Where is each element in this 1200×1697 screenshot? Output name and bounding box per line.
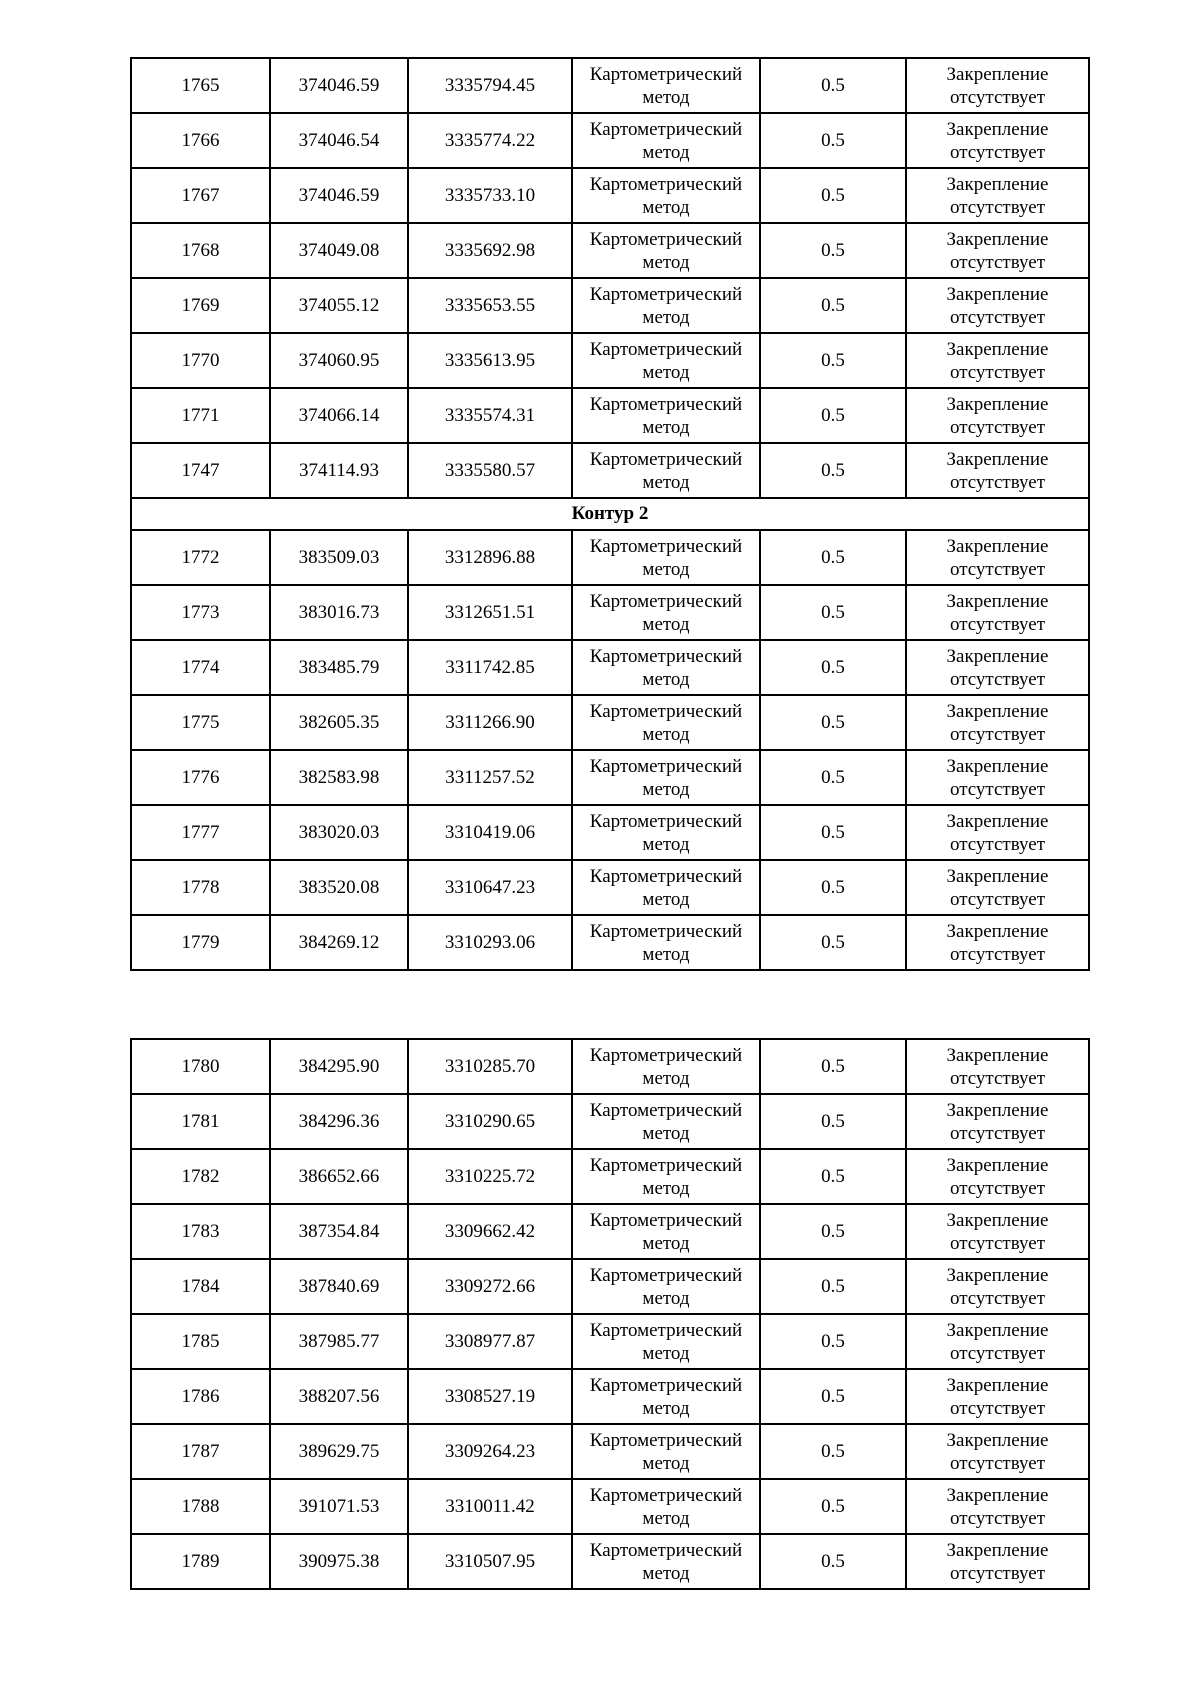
method-text-line: метод [642, 943, 690, 965]
method-text-line: метод [642, 613, 690, 635]
fixing-text-line: Закрепление [946, 535, 1049, 557]
x-coordinate-cell: 384269.12 [270, 915, 408, 970]
point-number-cell: 1771 [131, 388, 270, 443]
x-coordinate-cell: 383485.79 [270, 640, 408, 695]
method-text-line: Картометрический [589, 1099, 743, 1121]
fixing-cell [906, 805, 1089, 860]
x-coordinate-cell: 384295.90 [270, 1039, 408, 1094]
y-coordinate-cell: 3335580.57 [408, 443, 572, 498]
method-cell [572, 1479, 760, 1534]
point-number-cell: 1785 [131, 1314, 270, 1369]
method-cell [572, 860, 760, 915]
fixing-text-line: отсутствует [949, 306, 1046, 328]
method-text-line: метод [642, 1287, 690, 1309]
method-text-line: Картометрический [589, 920, 743, 942]
x-coordinate-cell: 389629.75 [270, 1424, 408, 1479]
accuracy-cell: 0.5 [760, 1039, 906, 1094]
fixing-cell [906, 1534, 1089, 1589]
x-coordinate-cell: 374046.54 [270, 113, 408, 168]
accuracy-cell: 0.5 [760, 113, 906, 168]
point-number-cell: 1789 [131, 1534, 270, 1589]
fixing-text-line: Закрепление [946, 393, 1049, 415]
table-row [131, 1039, 1089, 1094]
accuracy-cell: 0.5 [760, 1094, 906, 1149]
fixing-text-line: Закрепление [946, 645, 1049, 667]
method-cell [572, 585, 760, 640]
fixing-cell [906, 1314, 1089, 1369]
y-coordinate-cell: 3335774.22 [408, 113, 572, 168]
table-row [131, 278, 1089, 333]
table-row [131, 1204, 1089, 1259]
table-row [131, 805, 1089, 860]
y-coordinate-cell: 3335653.55 [408, 278, 572, 333]
fixing-cell [906, 1149, 1089, 1204]
x-coordinate-cell: 374055.12 [270, 278, 408, 333]
method-text-line: Картометрический [589, 283, 743, 305]
fixing-cell [906, 750, 1089, 805]
fixing-cell [906, 1259, 1089, 1314]
table-row [131, 640, 1089, 695]
fixing-cell [906, 1424, 1089, 1479]
method-text-line: Картометрический [589, 1539, 743, 1561]
section-title: Контур 2 [131, 498, 1089, 530]
table-row [131, 695, 1089, 750]
accuracy-cell: 0.5 [760, 168, 906, 223]
accuracy-cell: 0.5 [760, 530, 906, 585]
table-row [131, 1149, 1089, 1204]
point-number-cell: 1780 [131, 1039, 270, 1094]
method-text-line: Картометрический [589, 63, 743, 85]
method-cell [572, 1369, 760, 1424]
method-text-line: Картометрический [589, 810, 743, 832]
x-coordinate-cell: 374066.14 [270, 388, 408, 443]
table-row [131, 1479, 1089, 1534]
fixing-cell [906, 1094, 1089, 1149]
accuracy-cell: 0.5 [760, 1314, 906, 1369]
table-row [131, 1424, 1089, 1479]
method-cell [572, 805, 760, 860]
point-number-cell: 1772 [131, 530, 270, 585]
table-row [131, 1259, 1089, 1314]
x-coordinate-cell: 374046.59 [270, 58, 408, 113]
y-coordinate-cell: 3309662.42 [408, 1204, 572, 1259]
fixing-cell [906, 1369, 1089, 1424]
fixing-cell [906, 530, 1089, 585]
method-text-line: метод [642, 306, 690, 328]
point-number-cell: 1784 [131, 1259, 270, 1314]
method-text-line: метод [642, 1397, 690, 1419]
y-coordinate-cell: 3309272.66 [408, 1259, 572, 1314]
fixing-text-line: отсутствует [949, 1177, 1046, 1199]
method-cell [572, 1314, 760, 1369]
point-number-cell: 1765 [131, 58, 270, 113]
fixing-text-line: отсутствует [949, 613, 1046, 635]
method-text-line: Картометрический [589, 338, 743, 360]
coordinates-table-body [131, 1039, 1089, 1589]
fixing-cell [906, 58, 1089, 113]
method-text-line: Картометрический [589, 173, 743, 195]
y-coordinate-cell: 3311266.90 [408, 695, 572, 750]
method-cell [572, 1149, 760, 1204]
accuracy-cell: 0.5 [760, 1479, 906, 1534]
table-row [131, 1534, 1089, 1589]
point-number-cell: 1783 [131, 1204, 270, 1259]
method-text-line: Картометрический [589, 228, 743, 250]
fixing-cell [906, 1479, 1089, 1534]
method-cell [572, 1424, 760, 1479]
method-text-line: метод [642, 1507, 690, 1529]
fixing-text-line: Закрепление [946, 590, 1049, 612]
y-coordinate-cell: 3308527.19 [408, 1369, 572, 1424]
fixing-text-line: Закрепление [946, 448, 1049, 470]
point-number-cell: 1774 [131, 640, 270, 695]
method-text-line: метод [642, 888, 690, 910]
y-coordinate-cell: 3310507.95 [408, 1534, 572, 1589]
fixing-text-line: отсутствует [949, 1397, 1046, 1419]
fixing-text-line: Закрепление [946, 173, 1049, 195]
method-cell [572, 1259, 760, 1314]
method-text-line: метод [642, 723, 690, 745]
x-coordinate-cell: 387354.84 [270, 1204, 408, 1259]
fixing-text-line: Закрепление [946, 865, 1049, 887]
point-number-cell: 1779 [131, 915, 270, 970]
fixing-text-line: отсутствует [949, 471, 1046, 493]
fixing-text-line: Закрепление [946, 810, 1049, 832]
y-coordinate-cell: 3310293.06 [408, 915, 572, 970]
y-coordinate-cell: 3312896.88 [408, 530, 572, 585]
x-coordinate-cell: 374060.95 [270, 333, 408, 388]
fixing-text-line: отсутствует [949, 141, 1046, 163]
fixing-cell [906, 1039, 1089, 1094]
method-text-line: Картометрический [589, 1319, 743, 1341]
x-coordinate-cell: 383509.03 [270, 530, 408, 585]
point-number-cell: 1787 [131, 1424, 270, 1479]
method-cell [572, 388, 760, 443]
method-text-line: метод [642, 1067, 690, 1089]
fixing-text-line: Закрепление [946, 338, 1049, 360]
point-number-cell: 1773 [131, 585, 270, 640]
fixing-text-line: отсутствует [949, 943, 1046, 965]
fixing-text-line: отсутствует [949, 723, 1046, 745]
y-coordinate-cell: 3310419.06 [408, 805, 572, 860]
fixing-cell [906, 915, 1089, 970]
method-cell [572, 168, 760, 223]
coordinates-table-body [131, 58, 1089, 970]
fixing-text-line: отсутствует [949, 251, 1046, 273]
y-coordinate-cell: 3310285.70 [408, 1039, 572, 1094]
fixing-text-line: отсутствует [949, 1507, 1046, 1529]
fixing-text-line: Закрепление [946, 1319, 1049, 1341]
method-text-line: Картометрический [589, 1429, 743, 1451]
y-coordinate-cell: 3308977.87 [408, 1314, 572, 1369]
table-row [131, 860, 1089, 915]
point-number-cell: 1782 [131, 1149, 270, 1204]
table-row [131, 388, 1089, 443]
accuracy-cell: 0.5 [760, 1259, 906, 1314]
method-cell [572, 333, 760, 388]
fixing-text-line: Закрепление [946, 1429, 1049, 1451]
x-coordinate-cell: 374114.93 [270, 443, 408, 498]
point-number-cell: 1770 [131, 333, 270, 388]
table-row [131, 585, 1089, 640]
y-coordinate-cell: 3310290.65 [408, 1094, 572, 1149]
fixing-text-line: Закрепление [946, 1539, 1049, 1561]
method-text-line: Картометрический [589, 1264, 743, 1286]
method-text-line: метод [642, 196, 690, 218]
fixing-text-line: отсутствует [949, 361, 1046, 383]
fixing-text-line: отсутствует [949, 1287, 1046, 1309]
method-text-line: Картометрический [589, 1484, 743, 1506]
method-cell [572, 750, 760, 805]
accuracy-cell: 0.5 [760, 333, 906, 388]
method-text-line: метод [642, 141, 690, 163]
accuracy-cell: 0.5 [760, 915, 906, 970]
method-cell [572, 278, 760, 333]
fixing-text-line: Закрепление [946, 1374, 1049, 1396]
x-coordinate-cell: 374049.08 [270, 223, 408, 278]
method-text-line: Картометрический [589, 1374, 743, 1396]
y-coordinate-cell: 3312651.51 [408, 585, 572, 640]
fixing-cell [906, 333, 1089, 388]
x-coordinate-cell: 383016.73 [270, 585, 408, 640]
fixing-text-line: Закрепление [946, 228, 1049, 250]
method-text-line: метод [642, 1342, 690, 1364]
fixing-cell [906, 585, 1089, 640]
fixing-text-line: отсутствует [949, 1452, 1046, 1474]
fixing-text-line: Закрепление [946, 920, 1049, 942]
point-number-cell: 1778 [131, 860, 270, 915]
accuracy-cell: 0.5 [760, 278, 906, 333]
fixing-cell [906, 388, 1089, 443]
method-text-line: метод [642, 1562, 690, 1584]
fixing-cell [906, 1204, 1089, 1259]
table-row [131, 750, 1089, 805]
x-coordinate-cell: 386652.66 [270, 1149, 408, 1204]
y-coordinate-cell: 3310011.42 [408, 1479, 572, 1534]
method-text-line: метод [642, 361, 690, 383]
x-coordinate-cell: 387985.77 [270, 1314, 408, 1369]
accuracy-cell: 0.5 [760, 388, 906, 443]
method-cell [572, 640, 760, 695]
method-text-line: Картометрический [589, 1209, 743, 1231]
fixing-text-line: отсутствует [949, 86, 1046, 108]
fixing-text-line: отсутствует [949, 833, 1046, 855]
fixing-cell [906, 860, 1089, 915]
fixing-cell [906, 113, 1089, 168]
fixing-text-line: Закрепление [946, 1264, 1049, 1286]
fixing-text-line: отсутствует [949, 668, 1046, 690]
y-coordinate-cell: 3310225.72 [408, 1149, 572, 1204]
y-coordinate-cell: 3335794.45 [408, 58, 572, 113]
point-number-cell: 1775 [131, 695, 270, 750]
y-coordinate-cell: 3309264.23 [408, 1424, 572, 1479]
method-text-line: Картометрический [589, 118, 743, 140]
method-cell [572, 223, 760, 278]
point-number-cell: 1769 [131, 278, 270, 333]
method-text-line: Картометрический [589, 1044, 743, 1066]
table-row [131, 1314, 1089, 1369]
method-cell [572, 443, 760, 498]
method-text-line: Картометрический [589, 645, 743, 667]
y-coordinate-cell: 3335574.31 [408, 388, 572, 443]
point-number-cell: 1768 [131, 223, 270, 278]
fixing-text-line: Закрепление [946, 1044, 1049, 1066]
fixing-text-line: отсутствует [949, 1122, 1046, 1144]
method-text-line: метод [642, 668, 690, 690]
x-coordinate-cell: 382583.98 [270, 750, 408, 805]
accuracy-cell: 0.5 [760, 695, 906, 750]
fixing-cell [906, 278, 1089, 333]
x-coordinate-cell: 382605.35 [270, 695, 408, 750]
fixing-text-line: отсутствует [949, 1232, 1046, 1254]
accuracy-cell: 0.5 [760, 585, 906, 640]
point-number-cell: 1788 [131, 1479, 270, 1534]
accuracy-cell: 0.5 [760, 805, 906, 860]
accuracy-cell: 0.5 [760, 1424, 906, 1479]
table-row [131, 113, 1089, 168]
x-coordinate-cell: 384296.36 [270, 1094, 408, 1149]
method-text-line: метод [642, 1122, 690, 1144]
method-text-line: метод [642, 251, 690, 273]
table-row [131, 223, 1089, 278]
method-cell [572, 1094, 760, 1149]
fixing-text-line: отсутствует [949, 1342, 1046, 1364]
point-number-cell: 1786 [131, 1369, 270, 1424]
method-cell [572, 530, 760, 585]
table-row [131, 530, 1089, 585]
accuracy-cell: 0.5 [760, 750, 906, 805]
fixing-text-line: Закрепление [946, 118, 1049, 140]
accuracy-cell: 0.5 [760, 1204, 906, 1259]
table-row [131, 58, 1089, 113]
table-row [131, 168, 1089, 223]
table-row [131, 333, 1089, 388]
method-text-line: метод [642, 558, 690, 580]
method-text-line: метод [642, 1232, 690, 1254]
accuracy-cell: 0.5 [760, 1149, 906, 1204]
x-coordinate-cell: 390975.38 [270, 1534, 408, 1589]
method-text-line: метод [642, 1452, 690, 1474]
accuracy-cell: 0.5 [760, 223, 906, 278]
accuracy-cell: 0.5 [760, 860, 906, 915]
table-row [131, 1094, 1089, 1149]
method-cell [572, 1039, 760, 1094]
point-number-cell: 1776 [131, 750, 270, 805]
accuracy-cell: 0.5 [760, 1369, 906, 1424]
fixing-text-line: Закрепление [946, 755, 1049, 777]
method-cell [572, 58, 760, 113]
fixing-cell [906, 223, 1089, 278]
method-cell [572, 1534, 760, 1589]
fixing-text-line: Закрепление [946, 283, 1049, 305]
method-text-line: Картометрический [589, 535, 743, 557]
fixing-text-line: отсутствует [949, 778, 1046, 800]
fixing-text-line: отсутствует [949, 1067, 1046, 1089]
method-text-line: Картометрический [589, 755, 743, 777]
accuracy-cell: 0.5 [760, 640, 906, 695]
y-coordinate-cell: 3311742.85 [408, 640, 572, 695]
method-text-line: Картометрический [589, 590, 743, 612]
x-coordinate-cell: 383520.08 [270, 860, 408, 915]
method-cell [572, 695, 760, 750]
point-number-cell: 1781 [131, 1094, 270, 1149]
method-cell [572, 113, 760, 168]
fixing-text-line: Закрепление [946, 63, 1049, 85]
x-coordinate-cell: 388207.56 [270, 1369, 408, 1424]
x-coordinate-cell: 383020.03 [270, 805, 408, 860]
method-cell [572, 915, 760, 970]
fixing-text-line: отсутствует [949, 558, 1046, 580]
method-text-line: Картометрический [589, 448, 743, 470]
accuracy-cell: 0.5 [760, 443, 906, 498]
table-row [131, 443, 1089, 498]
method-text-line: Картометрический [589, 393, 743, 415]
fixing-text-line: отсутствует [949, 888, 1046, 910]
fixing-text-line: Закрепление [946, 1099, 1049, 1121]
y-coordinate-cell: 3310647.23 [408, 860, 572, 915]
x-coordinate-cell: 387840.69 [270, 1259, 408, 1314]
fixing-text-line: отсутствует [949, 416, 1046, 438]
coordinates-table-2 [130, 1038, 1090, 1590]
method-text-line: метод [642, 86, 690, 108]
method-text-line: метод [642, 471, 690, 493]
fixing-text-line: Закрепление [946, 1484, 1049, 1506]
y-coordinate-cell: 3335692.98 [408, 223, 572, 278]
y-coordinate-cell: 3311257.52 [408, 750, 572, 805]
fixing-cell [906, 443, 1089, 498]
fixing-cell [906, 640, 1089, 695]
accuracy-cell: 0.5 [760, 1534, 906, 1589]
method-text-line: метод [642, 833, 690, 855]
point-number-cell: 1766 [131, 113, 270, 168]
table-row [131, 1369, 1089, 1424]
method-cell [572, 1204, 760, 1259]
method-text-line: метод [642, 416, 690, 438]
method-text-line: Картометрический [589, 700, 743, 722]
point-number-cell: 1777 [131, 805, 270, 860]
fixing-text-line: отсутствует [949, 196, 1046, 218]
point-number-cell: 1767 [131, 168, 270, 223]
fixing-text-line: Закрепление [946, 700, 1049, 722]
method-text-line: метод [642, 778, 690, 800]
y-coordinate-cell: 3335733.10 [408, 168, 572, 223]
accuracy-cell: 0.5 [760, 58, 906, 113]
method-text-line: метод [642, 1177, 690, 1199]
fixing-text-line: Закрепление [946, 1154, 1049, 1176]
point-number-cell: 1747 [131, 443, 270, 498]
fixing-cell [906, 168, 1089, 223]
x-coordinate-cell: 391071.53 [270, 1479, 408, 1534]
y-coordinate-cell: 3335613.95 [408, 333, 572, 388]
section-header-row [131, 498, 1089, 530]
coordinates-table-1 [130, 57, 1090, 971]
fixing-text-line: Закрепление [946, 1209, 1049, 1231]
fixing-text-line: отсутствует [949, 1562, 1046, 1584]
table-row [131, 915, 1089, 970]
method-text-line: Картометрический [589, 865, 743, 887]
fixing-cell [906, 695, 1089, 750]
x-coordinate-cell: 374046.59 [270, 168, 408, 223]
method-text-line: Картометрический [589, 1154, 743, 1176]
